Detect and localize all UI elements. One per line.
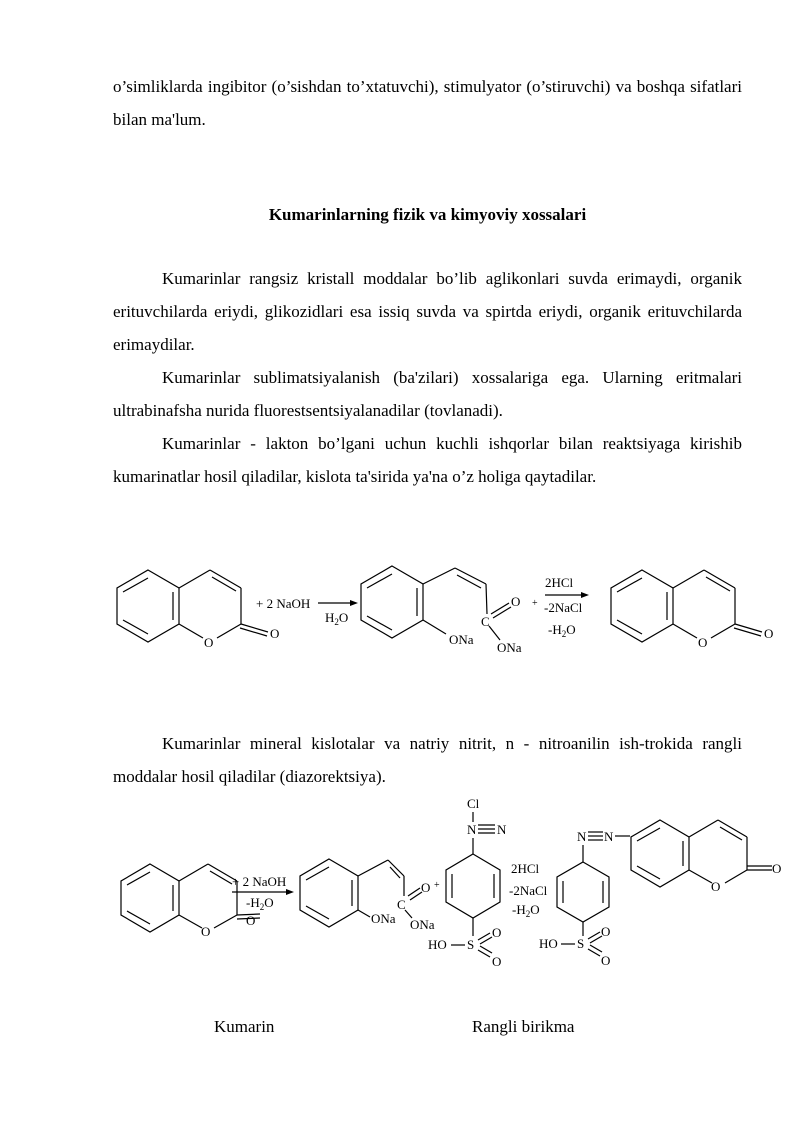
scheme2-product-carbonyl-oxygen: O: [772, 861, 782, 876]
scheme2-hcl: 2HCl: [511, 861, 540, 876]
paragraph-sublimation: Kumarinlar sublimatsiyalanish (ba'zilari) xossalariga ega. Ularning eritmalari ultrabinafsha nurida fluorestsentsiyalanadilar (tovlanadi).: [113, 368, 742, 420]
scheme1-minus-water: $-H_2O$: [548, 622, 576, 639]
scheme2-product-ring-oxygen: O: [711, 879, 721, 894]
scheme1-carbonyl-o: O: [511, 594, 521, 609]
scheme2-sulfur: S: [467, 937, 475, 952]
scheme1-carbon: C: [481, 614, 490, 629]
scheme2-product-o1: O: [601, 924, 611, 939]
scheme2-plus-1: +: [434, 880, 440, 891]
scheme2-n1: N: [467, 822, 477, 837]
scheme1-carbonyl-oxygen: O: [270, 626, 280, 641]
scheme2-product-hydroxy: HO: [539, 936, 558, 951]
scheme1-ona-phenolate: ONa: [449, 632, 474, 647]
caption-rangli-birikma: Rangli birikma: [472, 1017, 575, 1036]
scheme2-product-o2: O: [601, 953, 611, 968]
scheme2-n2: N: [497, 822, 507, 837]
scheme2-ring-oxygen: O: [201, 924, 211, 939]
paragraph-solubility: Kumarinlar rangsiz kristall moddalar bo’lib aglikonlari suvda erimaydi, organik erituvchilarda eriydi, glikozidlari esa issiq suvda va spirtda eriydi, organik erituvchilarda erimaydilar.: [113, 269, 742, 354]
paragraph-diazo: Kumarinlar mineral kislotalar va natriy nitrit, n - nitroanilin ish-trokida rangli moddalar hosil qiladilar (diazorektsiya).: [113, 734, 742, 786]
scheme2-reagent-naoh: + 2 NaOH: [232, 874, 287, 889]
scheme2-ona-phenolate: ONa: [371, 911, 396, 926]
scheme2-carbonyl-oxygen: O: [246, 913, 256, 928]
caption-kumarin: Kumarin: [214, 1017, 275, 1036]
scheme2-ona-carboxylate: ONa: [410, 917, 435, 932]
scheme1-nacl: -2NaCl: [544, 600, 583, 615]
scheme1-product-ring-oxygen: O: [698, 635, 708, 650]
scheme2-chloride: Cl: [467, 796, 480, 811]
scheme2-minus-water: $-H_2O$: [246, 895, 274, 912]
paragraph-intro: o’simliklarda ingibitor (o’sishdan to’xtatuvchi), stimulyator (o’stiruvchi) va boshqa sifatlari bilan ma'lum.: [113, 77, 742, 129]
scheme2-product-sulfur: S: [577, 936, 585, 951]
scheme1-coumarinate: [361, 566, 538, 655]
scheme2-sulfonyl-o1: O: [492, 925, 502, 940]
scheme1-coumarin-right: [611, 570, 773, 650]
scheme2-nacl: -2NaCl: [509, 883, 548, 898]
scheme1-product-carbonyl-oxygen: O: [764, 626, 774, 641]
scheme2-azo-product: [539, 820, 781, 968]
scheme1-ona-carboxylate: ONa: [497, 640, 522, 655]
scheme1-water: $H_2O$: [325, 610, 349, 627]
scheme1-hcl: 2HCl: [545, 575, 574, 590]
paragraph-lactone: Kumarinlar - lakton bo’lgani uchun kuchli ishqorlar bilan reaktsiyaga kirishib kumarinatlar hosil qiladilar, kislota ta'sirida ya'na o’z holiga qaytadilar.: [113, 434, 742, 486]
scheme2-carbonyl-o: O: [421, 880, 431, 895]
scheme2-carbon: C: [397, 897, 406, 912]
scheme2-minus-water-2: $-H_2O$: [512, 902, 540, 919]
scheme2-azo-n1: N: [577, 829, 587, 844]
scheme2-coumarinate: [300, 859, 440, 932]
scheme2-hydroxy: HO: [428, 937, 447, 952]
scheme2-sulfonyl-o2: O: [492, 954, 502, 969]
scheme2-diazonium-salt: [428, 796, 507, 969]
scheme2-azo-n2: N: [604, 829, 614, 844]
scheme1-reagent-naoh: + 2 NaOH: [256, 596, 311, 611]
section-heading: Kumarinlarning fizik va kimyoviy xossalari: [268, 205, 587, 224]
scheme1-ring-oxygen: O: [204, 635, 214, 650]
scheme1-plus: +: [532, 598, 538, 609]
